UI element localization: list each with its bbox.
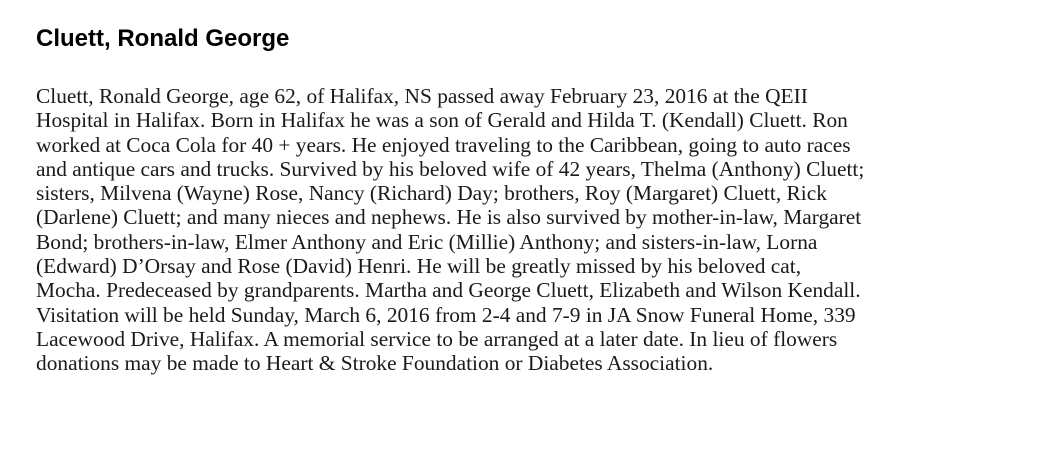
body-line: Visitation will be held Sunday, March 6, 2016 from 2-4 and 7-9 in JA Snow Funeral Home, 339 [36, 302, 856, 327]
body-line: donations may be made to Heart & Stroke Foundation or Diabetes Association. [36, 351, 714, 376]
body-line: Hospital in Halifax. Born in Halifax he was a son of Gerald and Hilda T. (Kendall) Cluett. Ron [36, 108, 848, 133]
body-line: sisters, Milvena (Wayne) Rose, Nancy (Richard) Day; brothers, Roy (Margaret) Cluett, Rick [36, 181, 827, 206]
body-line: Bond; brothers-in-law, Elmer Anthony and Eric (Millie) Anthony; and sisters-in-law, Lorna [36, 229, 818, 254]
body-line: Mocha. Predeceased by grandparents. Martha and George Cluett, Elizabeth and Wilson Kendall. [36, 278, 861, 303]
body-line: worked at Coca Cola for 40 + years. He enjoyed traveling to the Caribbean, going to auto races [36, 132, 851, 157]
body-line: (Darlene) Cluett; and many nieces and nephews. He is also survived by mother-in-law, Margaret [36, 205, 862, 230]
body-line: (Edward) D’Orsay and Rose (David) Henri. He will be greatly missed by his beloved cat, [36, 254, 802, 279]
obituary-body [36, 84, 1036, 376]
obituary-title: Cluett, Ronald George [36, 25, 290, 52]
body-line: and antique cars and trucks. Survived by his beloved wife of 42 years, Thelma (Anthony) Cluett; [36, 156, 865, 181]
body-line: Lacewood Drive, Halifax. A memorial service to be arranged at a later date. In lieu of flowers [36, 326, 838, 351]
body-line: Cluett, Ronald George, age 62, of Halifax, NS passed away February 23, 2016 at the QEII [36, 84, 808, 108]
